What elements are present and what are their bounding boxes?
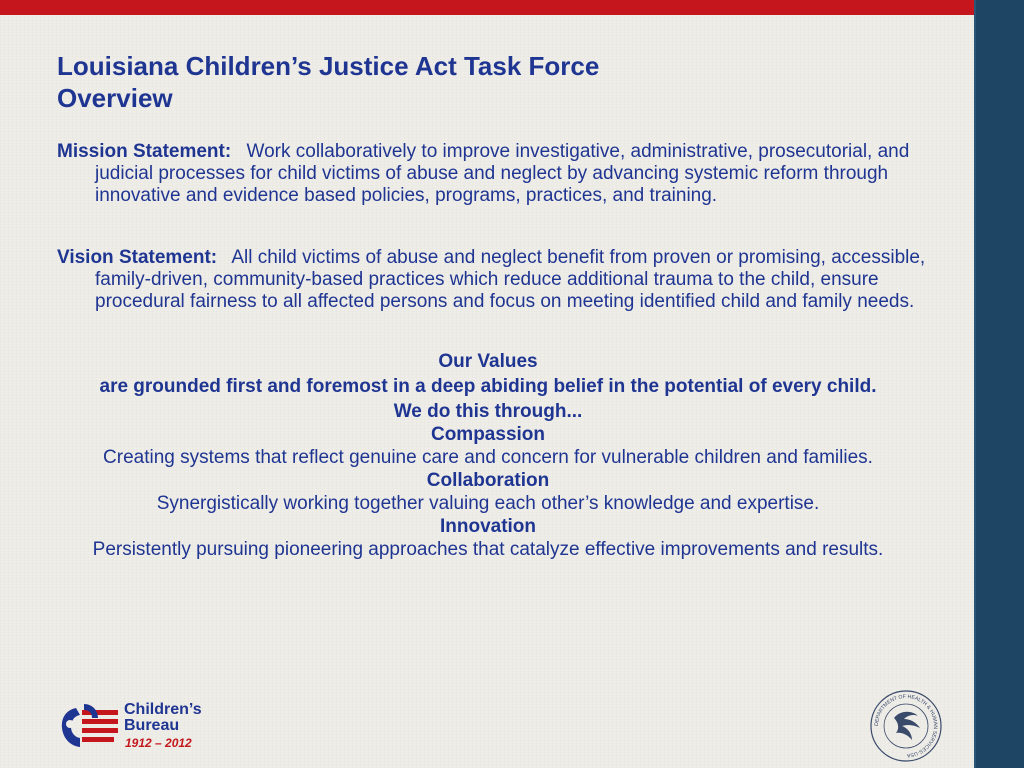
right-side-bar xyxy=(974,0,1024,768)
hhs-seal-icon xyxy=(868,688,944,764)
title-line-2: Overview xyxy=(57,83,173,113)
childrens-bureau-logo xyxy=(58,700,218,752)
childrens-bureau-mark-icon xyxy=(58,702,120,750)
values-intro: are grounded first and foremost in a deep abiding belief in the potential of every child. xyxy=(99,376,877,397)
vision-text: All child victims of abuse and neglect benefit from proven or promising, accessible, family-driven, community-based practices which reduce additional trauma to the child, ensure procedural fairness to all affected persons and focus on meeting identified child and family needs. xyxy=(95,247,926,312)
logo-name: Children’s Bureau xyxy=(124,701,202,734)
value-description-compassion: Creating systems that reflect genuine care and concern for vulnerable children and families. xyxy=(103,447,873,468)
vision-statement xyxy=(57,247,940,313)
value-description-innovation: Persistently pursuing pioneering approaches that catalyze effective improvements and results. xyxy=(92,539,884,560)
vision-label: Vision Statement: xyxy=(57,247,218,268)
mission-text: Work collaboratively to improve investigative, administrative, prosecutorial, and judicial processes for child victims of abuse and neglect by advancing systemic reform through innovative and evidence based policies, programs, practices, and training. xyxy=(95,141,910,206)
values-through: We do this through... xyxy=(393,401,583,422)
value-name-collaboration: Collaboration xyxy=(426,470,550,491)
seal-text: DEPARTMENT OF HEALTH & HUMAN SERVICES·USA xyxy=(873,693,939,759)
mission-statement xyxy=(57,141,940,207)
value-description-collaboration: Synergistically working together valuing each other’s knowledge and expertise. xyxy=(156,493,820,514)
value-name-innovation: Innovation xyxy=(439,516,537,537)
values-heading: Our Values xyxy=(438,351,538,372)
value-name-compassion: Compassion xyxy=(430,424,546,445)
page-title xyxy=(57,50,907,114)
title-line-1: Louisiana Children’s Justice Act Task Force xyxy=(57,51,600,81)
top-accent-bar xyxy=(0,0,976,15)
logo-years: 1912 – 2012 xyxy=(125,736,192,750)
values-section xyxy=(57,352,919,559)
mission-label: Mission Statement: xyxy=(57,141,232,162)
